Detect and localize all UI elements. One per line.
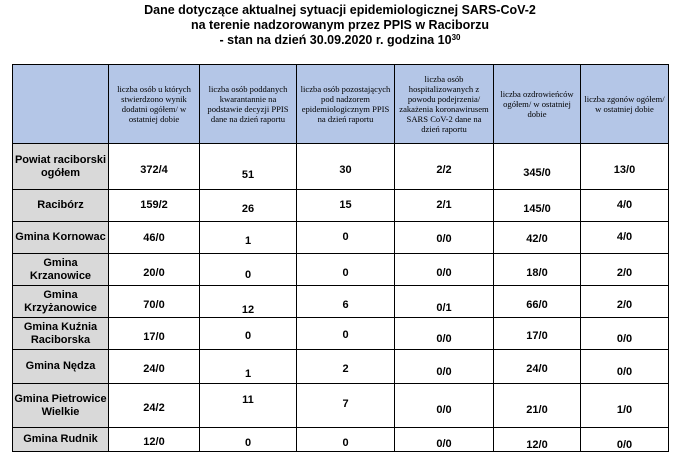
cell-value: 0: [342, 328, 349, 341]
cell-value: 17/0: [143, 330, 165, 343]
table-cell: [581, 222, 669, 254]
cell-value: 2: [342, 362, 349, 375]
table-cell: [494, 190, 581, 222]
title-line-2: na terenie nadzorowanym przez PPIS w Raciborzu: [191, 18, 489, 32]
table-cell: [109, 350, 200, 384]
table-cell: [109, 254, 200, 286]
cell-value: 1: [244, 367, 252, 380]
cell-value: 17/0: [526, 329, 548, 342]
cell-value: 0/0: [436, 266, 452, 279]
table-cell: [494, 222, 581, 254]
table-cell: [200, 222, 297, 254]
cell-value: 0/1: [436, 301, 452, 314]
table-cell: [200, 190, 297, 222]
cell-value: 42/0: [526, 232, 548, 245]
table-cell: [200, 286, 297, 318]
table-row: [13, 318, 669, 350]
table-row: [13, 222, 669, 254]
table-cell: [200, 350, 297, 384]
table-cell: [395, 286, 494, 318]
cell-value: 30: [339, 163, 352, 176]
cell-value: 2/0: [616, 266, 633, 279]
cell-value: 24/0: [526, 362, 548, 375]
cell-value: 46/0: [143, 231, 165, 244]
report-title: [0, 3, 680, 48]
table-cell: [581, 384, 669, 428]
table-cell: [494, 384, 581, 428]
cell-value: 12/0: [143, 435, 165, 448]
cell-value: 0/0: [616, 365, 633, 378]
table-cell: [581, 350, 669, 384]
table-cell: [395, 222, 494, 254]
cell-value: 0/0: [436, 232, 452, 245]
row-label: Gmina Krzyżanowice: [13, 286, 109, 318]
table-cell: [200, 384, 297, 428]
table-cell: [581, 318, 669, 350]
table-cell: [109, 190, 200, 222]
cell-value: 6: [342, 298, 349, 311]
header-hospitalized: liczba osób hospitalizowanych z powodu podejrzenia/ zakażenia koronawirusem SARS CoV-2 dane na dzień raportu: [395, 65, 494, 144]
cell-value: 0/0: [436, 365, 452, 378]
table-row: [13, 254, 669, 286]
row-label: Racibórz: [13, 190, 109, 222]
cell-value: 1/0: [616, 403, 633, 416]
cell-value: 66/0: [526, 298, 548, 311]
cell-value: 11: [242, 393, 254, 406]
cell-value: 0/0: [616, 438, 633, 451]
cell-value: 4/0: [616, 230, 633, 243]
table-cell: [395, 318, 494, 350]
row-label: Gmina Pietrowice Wielkie: [13, 384, 109, 428]
cell-value: 2/2: [436, 163, 452, 176]
table-cell: [581, 254, 669, 286]
cell-value: 0: [244, 268, 252, 281]
table-cell: [109, 144, 200, 190]
table-cell: [109, 286, 200, 318]
table-cell: [200, 318, 297, 350]
table-row: [13, 286, 669, 318]
header-corner: [13, 65, 109, 144]
table-cell: [581, 190, 669, 222]
table-cell: [581, 286, 669, 318]
table-cell: [494, 286, 581, 318]
cell-value: 70/0: [143, 298, 165, 311]
cell-value: 21/0: [526, 403, 548, 416]
table-row: [13, 350, 669, 384]
cell-value: 15: [339, 198, 352, 211]
cell-value: 18/0: [526, 266, 548, 279]
cell-value: 13/0: [613, 163, 636, 176]
table-cell: [297, 222, 395, 254]
cell-value: 12/0: [526, 438, 548, 451]
header-recovered: liczba ozdrowieńców ogółem/ w ostatniej dobie: [494, 65, 581, 144]
header-deaths: liczba zgonów ogółem/ w ostatniej dobie: [581, 65, 669, 144]
row-label: Gmina Rudnik: [13, 428, 109, 452]
cell-value: 26: [241, 202, 255, 215]
epidemic-data-table: [12, 64, 669, 452]
cell-value: 0: [244, 329, 252, 342]
cell-value: 372/4: [140, 163, 168, 176]
cell-value: 145/0: [523, 202, 551, 215]
cell-value: 345/0: [523, 166, 551, 179]
cell-value: 0: [342, 436, 349, 449]
cell-value: 0/0: [616, 332, 633, 345]
header-positive-cases: liczba osób u których stwierdzono wynik dodatni ogółem/ w ostatniej dobie: [109, 65, 200, 144]
cell-value: 24/2: [143, 401, 165, 414]
cell-value: 2/1: [436, 198, 452, 211]
table-cell: [395, 144, 494, 190]
row-label: Gmina Kornowac: [13, 222, 109, 254]
table-cell: [297, 190, 395, 222]
cell-value: 0/0: [436, 332, 452, 345]
header-quarantine: liczba osób poddanych kwarantannie na podstawie decyzji PPIS dane na dzień raportu: [200, 65, 297, 144]
table-row: [13, 144, 669, 190]
table-cell: [494, 318, 581, 350]
title-line-1: Dane dotyczące aktualnej sytuacji epidemiologicznej SARS-CoV-2: [144, 3, 536, 17]
cell-value: 20/0: [143, 266, 165, 279]
cell-value: 1: [244, 234, 252, 247]
table-cell: [395, 190, 494, 222]
cell-value: 0: [342, 266, 349, 279]
header-supervision: liczba osób pozostających pod nadzorem epidemiologicznym PPIS na dzień raportu: [297, 65, 395, 144]
table-cell: [297, 254, 395, 286]
table-cell: [494, 350, 581, 384]
cell-value: 4/0: [616, 198, 633, 211]
table-cell: [297, 144, 395, 190]
table-cell: [200, 254, 297, 286]
cell-value: 0: [342, 230, 349, 243]
cell-value: 7: [342, 397, 349, 410]
row-label: Powiat raciborski ogółem: [13, 144, 109, 190]
row-label: Gmina Kuźnia Raciborska: [13, 318, 109, 350]
table-header-row: [13, 65, 669, 144]
cell-value: 0/0: [436, 403, 452, 416]
table-row: [13, 384, 669, 428]
cell-value: 159/2: [140, 198, 168, 211]
table-cell: [109, 318, 200, 350]
title-line-3: - stan na dzień 30.09.2020 r. godzina $10^{30}$: [219, 33, 461, 47]
table-cell: [297, 286, 395, 318]
row-label: Gmina Nędza: [13, 350, 109, 384]
table-cell: [395, 254, 494, 286]
cell-value: 0: [244, 436, 252, 449]
table-cell: [395, 384, 494, 428]
table-cell: [494, 254, 581, 286]
table-cell: [109, 384, 200, 428]
cell-value: 51: [241, 168, 255, 181]
table-cell: [109, 222, 200, 254]
cell-value: 2/0: [616, 298, 633, 311]
table-cell: [581, 144, 669, 190]
table-cell: [395, 350, 494, 384]
table-row: [13, 190, 669, 222]
table-cell: [200, 144, 297, 190]
table-cell: [297, 384, 395, 428]
cell-value: 24/0: [143, 362, 165, 375]
table-cell: [297, 318, 395, 350]
cell-value: 0/0: [436, 437, 452, 450]
cell-value: 12: [241, 303, 255, 316]
table-cell: [297, 350, 395, 384]
table-cell: [494, 144, 581, 190]
row-label: Gmina Krzanowice: [13, 254, 109, 286]
